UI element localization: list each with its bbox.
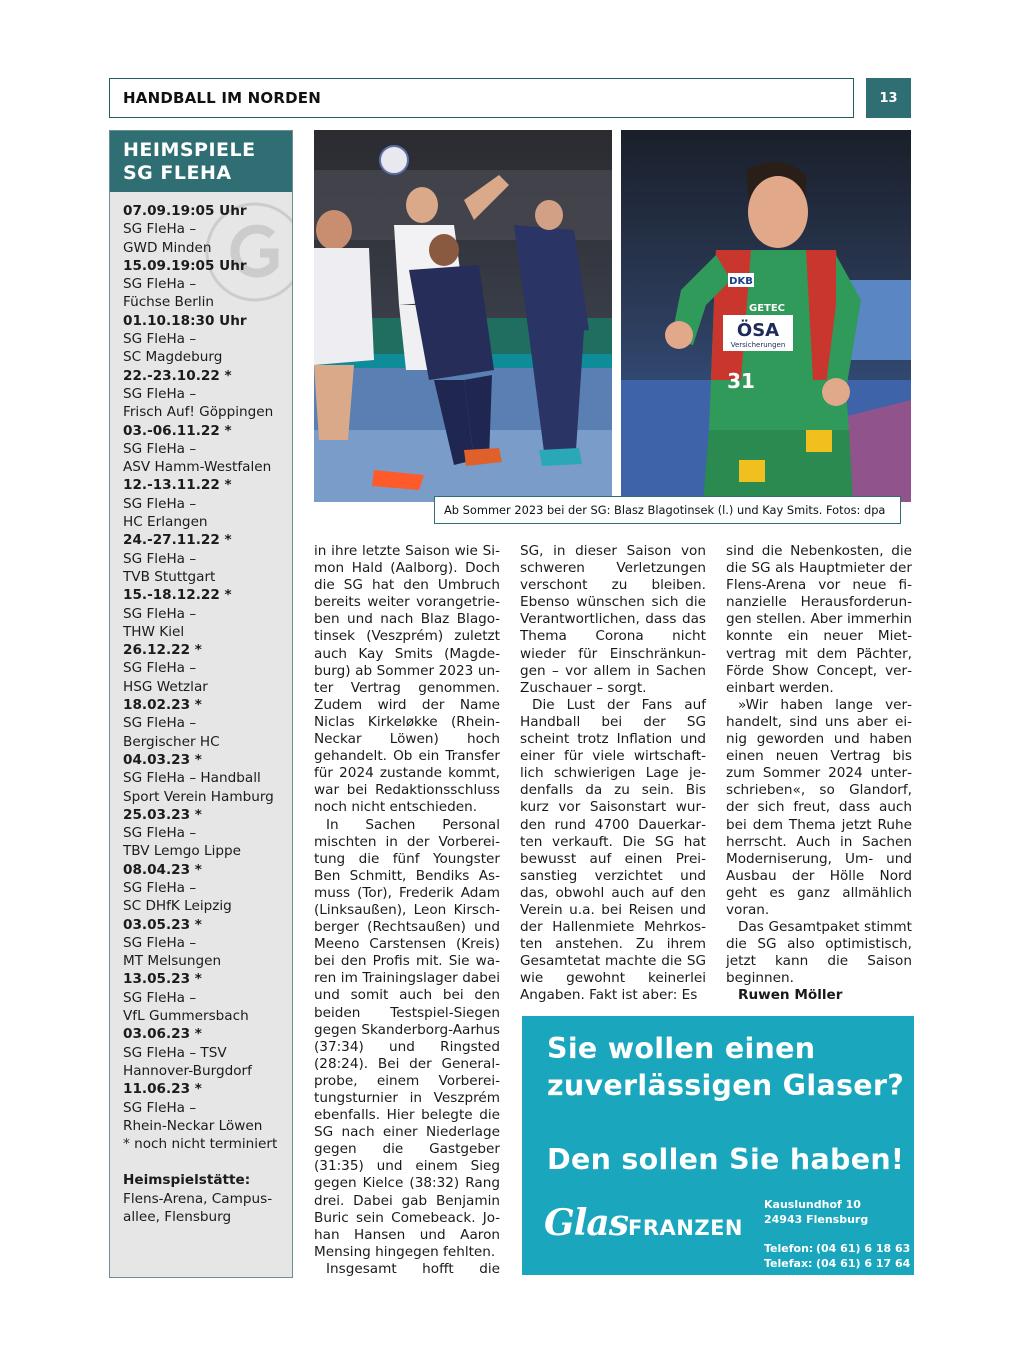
game-entry: 22.-23.10.22 * SG FleHa – Frisch Auf! Göppingen	[123, 367, 274, 421]
jersey-sponsor-text: ÖSA	[736, 320, 780, 341]
ad-brand-script: Glas	[544, 1202, 629, 1244]
ad-headline-line: zuverlässigen Glaser?	[547, 1069, 905, 1102]
game-entry: 12.-13.11.22 * SG FleHa – HC Erlangen	[123, 477, 232, 531]
game-entry: 03.05.23 * SG FleHa – MT Melsungen	[123, 916, 222, 970]
article-paragraph: Das Gesamtpaket stimmt die SG also optimistisch, jetzt kann die Saison beginnen.	[726, 919, 912, 987]
ad-city: 24943 Flensburg	[764, 1213, 869, 1226]
venue-line: Flens-Arena, Campus-	[123, 1190, 273, 1207]
ad-street: Kauslundhof 10	[764, 1198, 861, 1211]
game-entry: 08.04.23 * SG FleHa – SC DHfK Leipzig	[123, 861, 232, 915]
game-entry: 24.-27.11.22 * SG FleHa – TVB Stuttgart	[123, 532, 232, 585]
game-entry: 07.09.19:05 Uhr SG FleHa – GWD Minden	[123, 203, 247, 256]
venue-block	[123, 1171, 292, 1226]
player-celebration-photo	[621, 130, 911, 502]
ad-tel-label: Telefon:	[764, 1242, 814, 1255]
player-celebration-illustration	[621, 130, 911, 502]
sidebar-title-line1: HEIMSPIELE	[123, 139, 256, 161]
glass-advertisement[interactable]	[522, 1016, 914, 1275]
article-paragraph: Insgesamt hofft die	[326, 1260, 500, 1277]
jersey-number-text: 31	[727, 369, 755, 393]
ad-headline	[547, 1030, 904, 1104]
article-paragraph: sind die Nebenkosten, die die SG als Hauptmieter der Flens-Arena vor neue finanzielle Herausforderungen stellen. Aber immerhin konnte ein neuer Mietvertrag mit dem Pächter, Förde Show Concept, vereinbart werden.	[726, 543, 912, 696]
article-column-1	[314, 543, 500, 1278]
game-entry: 01.10.18:30 Uhr SG FleHa – SC Magdeburg	[123, 312, 247, 366]
game-entry: 03.-06.11.22 * SG FleHa – ASV Hamm-Westfalen	[123, 422, 272, 476]
ad-fax-label: Telefax:	[764, 1257, 813, 1270]
section-title: HANDBALL IM NORDEN	[123, 89, 321, 107]
sidebar-title	[110, 131, 292, 192]
schedule-footnote: * noch nicht terminiert	[123, 1136, 278, 1153]
section-header	[109, 78, 854, 118]
game-entry: 15.-18.12.22 * SG FleHa – THW Kiel	[123, 587, 232, 640]
ad-brand-name: FRANZEN	[628, 1216, 744, 1240]
match-action-illustration	[314, 130, 612, 502]
schedule-list	[110, 192, 292, 1226]
ad-contact	[764, 1241, 910, 1271]
venue-heading: Heimspielstätte:	[123, 1172, 251, 1189]
article-paragraph: »Wir haben lange verhandelt, sind uns aber einig geworden und haben einen neuen Vertrag bis zum Sommer 2024 unterschrieben«, so Glandorf, der sich freut, dass auch bei dem Thema jetzt Ruhe herrscht. Auch in Sachen Moderniserung, Um- und Ausbau der Hölle Nord geht es ganz allmählich voran.	[726, 696, 912, 918]
jersey-badge-text: DKB	[729, 276, 753, 287]
match-action-photo	[314, 130, 612, 502]
home-games-sidebar	[109, 130, 293, 1278]
venue-line: allee, Flensburg	[123, 1209, 232, 1226]
article-paragraph: In Sachen Personal mischten in der Vorbereitung die fünf Youngster Ben Schmitt, Bendiks Asmuss (Tor), Frederik Adam (Linksaußen), Leon Kirschberger (Rechtsaußen) und Meeno Carstensen (Kreis) bei den Profis mit. Sie waren im Trainingslager dabei und somit auch bei den beiden Testspiel-Siegen gegen Skanderborg-Aarhus (37:34) und Ringsted (28:24). Bei der Generalprobe, einem Vorbereitungsturnier in Veszprém ebenfalls. Hier belegte die SG nach einer Niederlage gegen die Gastgeber (31:35) und einem Sieg gegen Kielce (38:32) Rang drei. Dabei gab Benjamin Buric sein Comebeack. Johan Hansen und Aaron Mensing hingegen fehlten.	[314, 816, 500, 1260]
jersey-sponsor-sub-text: Versicherungen	[730, 341, 786, 349]
ad-brand-logo	[544, 1202, 743, 1244]
game-entry: 26.12.22 * SG FleHa – HSG Wetzlar	[123, 642, 208, 695]
article-author: Ruwen Möller	[738, 987, 843, 1004]
article-paragraph: in ihre letzte Saison wie Simon Hald (Aalborg). Doch die SG hat den Umbruch bereits weiter vorangetrieben und nach Blaz Blagotinsek (Veszprém) zuletzt auch Kay Smits (Magdeburg) ab Sommer 2023 unter Vertrag genommen. Zudem wird der Name Niclas Kirkeløkke (Rhein-Neckar Löwen) hoch gehandelt. Ob ein Transfer für 2024 zustande kommt, war bei Redaktionsschluss noch nicht entschieden.	[314, 543, 500, 816]
ad-address	[764, 1197, 868, 1227]
sidebar-title-line2: SG FLEHA	[123, 162, 232, 184]
jersey-chest-text: GETEC	[748, 303, 786, 314]
article-paragraph: SG, in dieser Saison von schweren Verletzungen verschont zu bleiben. Ebenso wünschen sich die Verantwortlichen, dass das Thema Corona nicht wieder für Einschränkungen – vor allem in Sachen Zuschauer – sorgt.	[520, 543, 706, 696]
ad-subline: Den sollen Sie haben!	[547, 1143, 905, 1176]
article-column-2	[520, 543, 706, 1005]
game-entry: 25.03.23 * SG FleHa – TBV Lemgo Lippe	[123, 806, 242, 860]
game-entry: 03.06.23 * SG FleHa – TSV Hannover-Burgdorf	[123, 1026, 252, 1079]
ad-fax-number: (04 61) 6 17 64	[816, 1257, 911, 1270]
ad-headline-line: Sie wollen einen	[547, 1032, 816, 1065]
game-entry: 11.06.23 * SG FleHa – Rhein-Neckar Löwen	[123, 1081, 263, 1134]
photo-caption: Ab Sommer 2023 bei der SG: Blasz Blagotinsek (l.) und Kay Smits. Fotos: dpa	[434, 496, 901, 524]
game-entry: 18.02.23 * SG FleHa – Bergischer HC	[123, 697, 220, 750]
article-paragraph: Die Lust der Fans auf Handball bei der SG scheint trotz Inflation und einer für viele wirtschaftlich schwierigen Lage jedenfalls da zu sein. Bis kurz vor Saisonstart wurden rund 4700 Dauerkarten verkauft. Die SG hat bewusst auf einen Preisanstieg verzichtet und das, obwohl auch auf den Verein u.a. bei Reisen und der Hallenmiete Mehrkosten anstehen. Zu ihrem Gesamtetat machte die SG wie gewohnt keinerlei Angaben. Fakt ist aber: Es	[520, 696, 706, 1004]
article-column-3	[726, 543, 912, 1005]
game-entry: 04.03.23 * SG FleHa – Handball Sport Verein Hamburg	[123, 751, 274, 805]
page-number: 13	[866, 78, 911, 118]
game-entry: 13.05.23 * SG FleHa – VfL Gummersbach	[123, 971, 249, 1025]
game-entry: 15.09.19:05 Uhr SG FleHa – Füchse Berlin	[123, 257, 247, 311]
ad-tel-number[interactable]: (04 61) 6 18 63	[816, 1242, 911, 1255]
